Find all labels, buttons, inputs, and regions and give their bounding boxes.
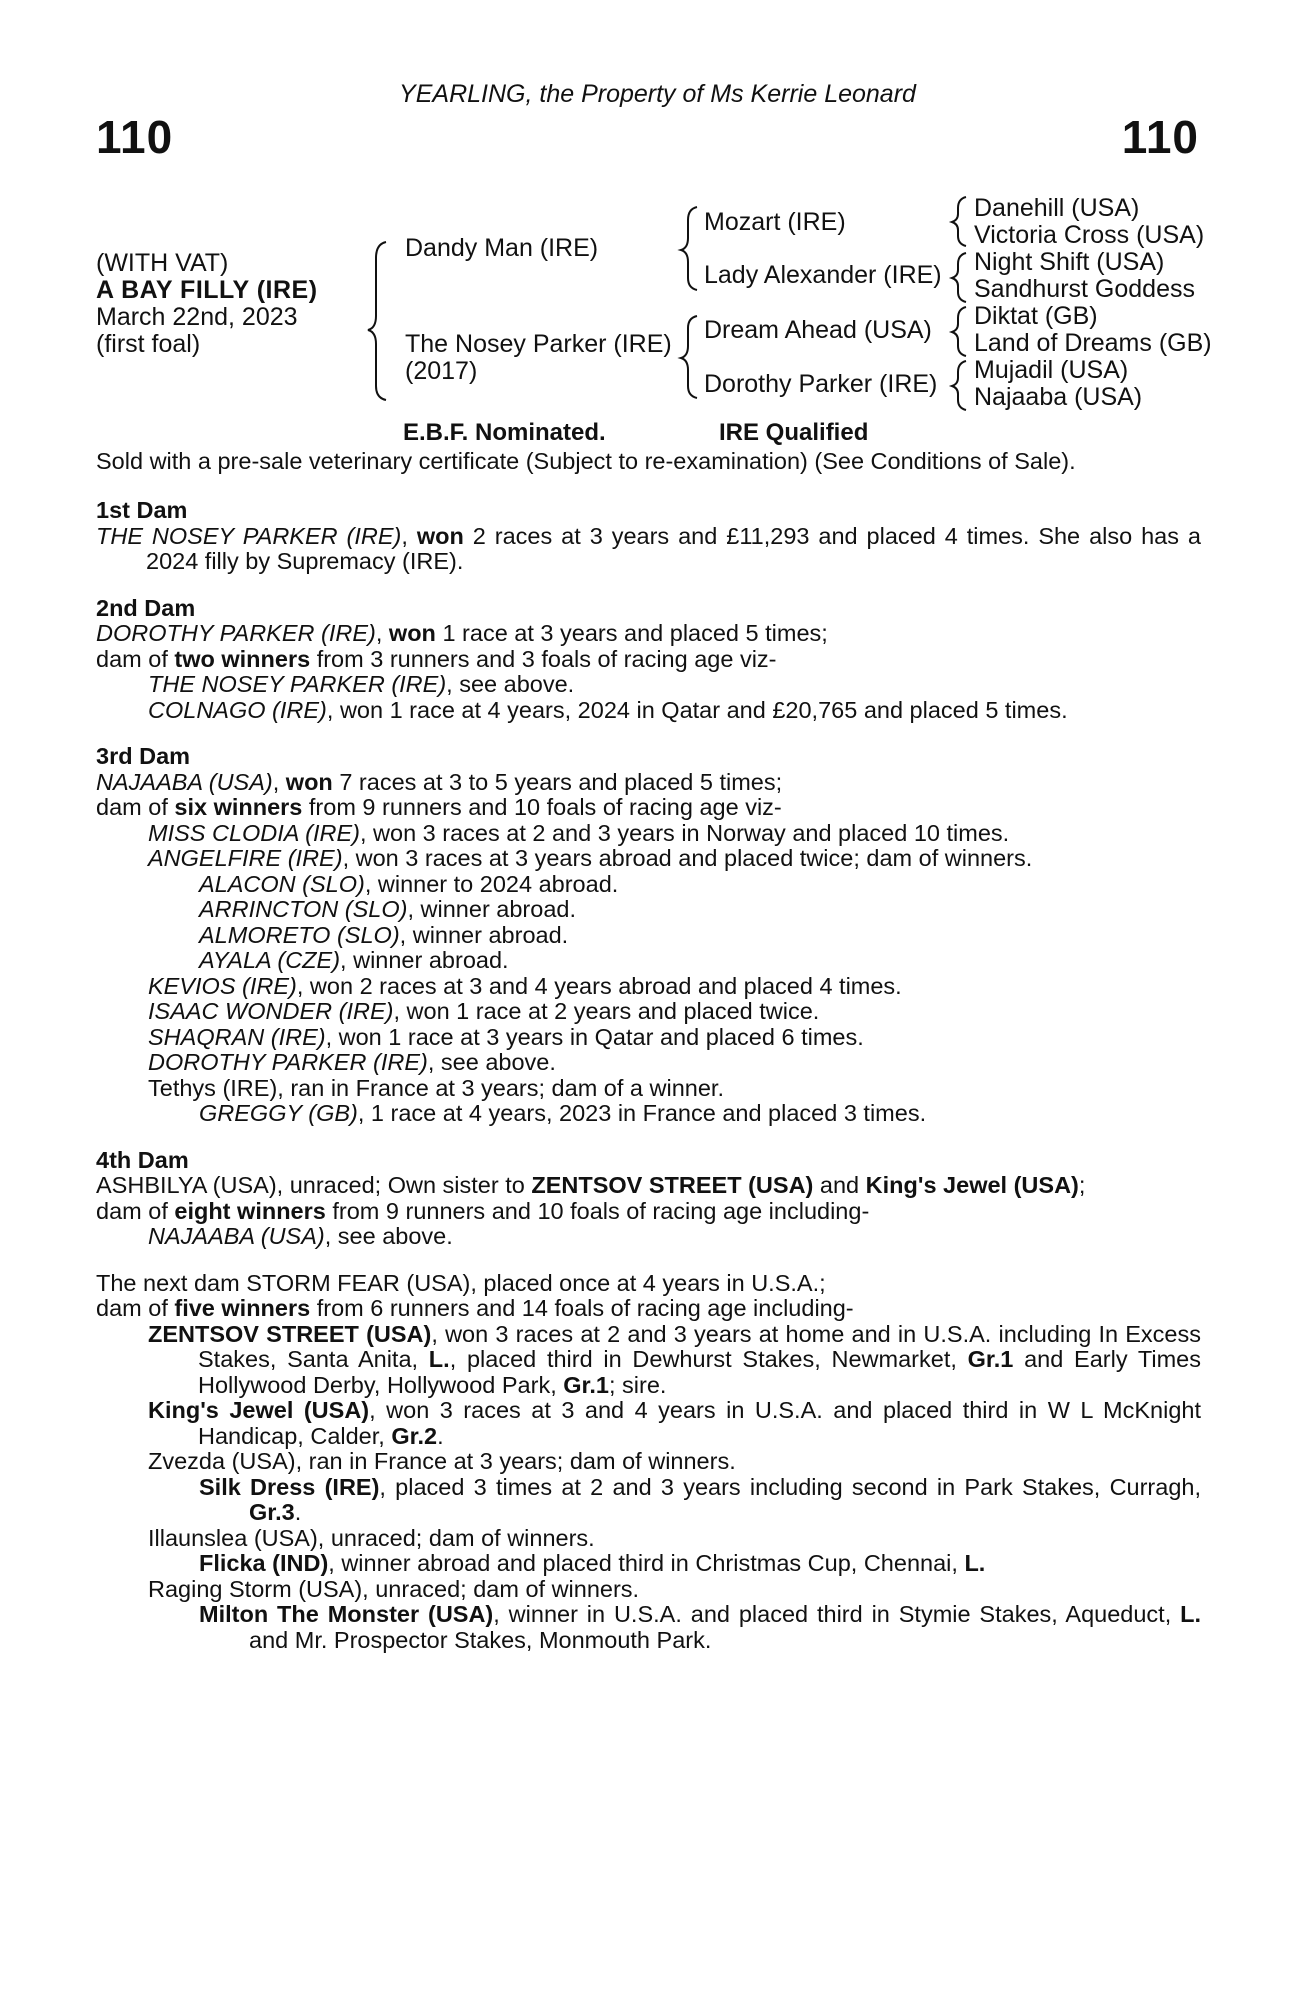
produce-name: COLNAGO (IRE) <box>148 696 327 723</box>
pedigree-g3-1: Danehill (USA) <box>974 194 1140 222</box>
list-item <box>96 1551 1201 1577</box>
pedigree-g3-3: Night Shift (USA) <box>974 248 1165 276</box>
produce-record: , won 1 race at 3 years in Qatar and placed 6 times. <box>325 1023 864 1050</box>
catalogue-body <box>96 498 1201 1653</box>
sibling-name: ZENTSOV STREET (USA) <box>531 1172 814 1198</box>
produce-record: ; sire. <box>609 1371 667 1398</box>
produce-name: DOROTHY PARKER (IRE) <box>148 1049 428 1075</box>
third-dam-text: 7 races at 3 to 5 years and placed 5 times; <box>332 768 783 795</box>
second-dam-name: DOROTHY PARKER (IRE) <box>96 620 376 646</box>
race-grade: L. <box>428 1346 450 1372</box>
fourth-dam-record <box>96 1173 1201 1199</box>
pedigree-dam: The Nosey Parker (IRE) <box>405 330 672 358</box>
first-dam-title: 1st Dam <box>96 497 188 523</box>
produce-record: , winner abroad. <box>340 947 509 973</box>
produce-prefix: dam of <box>96 794 175 820</box>
pedigree-sire-dam: Lady Alexander (IRE) <box>704 261 942 289</box>
produce-record: , placed third in Dewhurst Stakes, Newmarket, <box>449 1346 968 1372</box>
produce-record: , see above. <box>446 671 575 697</box>
produce-name: GREGGY (GB) <box>199 1100 358 1126</box>
produce-winners: five winners <box>174 1295 311 1321</box>
second-dam-title: 2nd Dam <box>96 594 196 621</box>
produce-name: Silk Dress (IRE) <box>199 1473 380 1500</box>
produce-record: , winner abroad. <box>399 921 569 948</box>
produce-record: , winner to 2024 abroad. <box>364 870 619 897</box>
produce-record: , winner abroad and placed third in Christmas Cup, Chennai, <box>328 1550 965 1576</box>
sibling-name: King's Jewel (USA) <box>865 1172 1079 1198</box>
pedigree-sire: Dandy Man (IRE) <box>405 234 599 262</box>
race-grade: Gr.1 <box>563 1371 609 1398</box>
vat-note: (WITH VAT) <box>96 249 229 277</box>
produce-name: SHAQRAN (IRE) <box>148 1023 326 1050</box>
pedigree-sire-sire: Mozart (IRE) <box>704 208 846 236</box>
produce-record: , won 3 races at 3 and 4 years in U.S.A. and placed third in W L McKnight Handicap, Calder, <box>198 1397 1202 1449</box>
pedigree-g3-2: Victoria Cross (USA) <box>974 221 1205 249</box>
list-item <box>96 948 1201 974</box>
fourth-dam-produce <box>96 1199 1201 1225</box>
third-dam-produce <box>96 795 1201 821</box>
punctuation: ; <box>1078 1172 1086 1198</box>
first-dam-name: THE NOSEY PARKER (IRE) <box>96 522 402 549</box>
produce-record: . <box>294 1499 302 1525</box>
second-dam-produce <box>96 647 1201 673</box>
pedigree-dam-year: (2017) <box>405 357 478 385</box>
horse-note: (first foal) <box>96 330 201 358</box>
lot-number-right: 110 <box>1121 111 1199 163</box>
pedigree-g3-8: Najaaba (USA) <box>974 383 1143 411</box>
produce-name: ZENTSOV STREET (USA) <box>148 1320 432 1347</box>
produce-record: , won 1 race at 2 years and placed twice. <box>393 998 820 1024</box>
horse-name: A BAY FILLY (IRE) <box>96 276 318 304</box>
third-dam-record: NAJAABA (USA), won 7 races at 3 to 5 years and placed 5 times; <box>96 768 783 795</box>
fourth-dam-title: 4th Dam <box>96 1146 189 1173</box>
list-item <box>96 821 1201 847</box>
produce-name: ANGELFIRE (IRE) <box>148 845 343 871</box>
list-item <box>96 698 1201 724</box>
produce-record: , won 1 race at 4 years, 2024 in Qatar and £20,765 and placed 5 times. <box>326 696 1068 723</box>
pedigree-dam-dam: Dorothy Parker (IRE) <box>704 370 938 398</box>
third-dam-won: won <box>285 768 333 795</box>
produce-name: KEVIOS (IRE) <box>148 972 297 999</box>
list-item: Zvezda (USA), ran in France at 3 years; dam of winners. <box>148 1448 736 1474</box>
produce-record: and Early Times Hollywood Derby, Hollywood Park, <box>198 1346 1201 1398</box>
ebf-nominated: E.B.F. Nominated. <box>403 419 606 446</box>
race-grade: Gr.2 <box>391 1422 438 1449</box>
produce-record: , see above. <box>324 1223 453 1249</box>
list-item: Tethys (IRE), ran in France at 3 years; dam of a winner. <box>148 1074 724 1101</box>
second-dam-record: DOROTHY PARKER (IRE), won 1 race at 3 years and placed 5 times; <box>96 620 828 646</box>
second-dam-won: won <box>388 620 436 646</box>
list-item <box>96 1050 1201 1076</box>
list-item <box>96 672 1201 698</box>
horse-dob: March 22nd, 2023 <box>96 303 298 331</box>
list-item <box>96 897 1201 923</box>
produce-record: , won 3 races at 2 and 3 years at home and in U.S.A. including In Excess Stakes, Santa Anita, <box>198 1320 1201 1372</box>
race-grade: L. <box>964 1550 986 1576</box>
fourth-dam-intro: ASHBILYA (USA), unraced; Own sister to <box>96 1172 532 1198</box>
list-item <box>96 1224 1201 1250</box>
produce-name: Flicka (IND) <box>199 1550 329 1576</box>
pedigree-dam-sire: Dream Ahead (USA) <box>704 316 932 344</box>
list-item <box>96 923 1201 949</box>
vet-certificate-note: Sold with a pre-sale veterinary certificate (Subject to re-examination) (See Conditions of Sale). <box>96 448 1076 474</box>
produce-prefix: dam of <box>96 1197 175 1224</box>
pedigree-g3-4: Sandhurst Goddess <box>974 275 1195 303</box>
list-item <box>96 974 1201 1000</box>
produce-name: NAJAABA (USA) <box>148 1223 325 1249</box>
lot-number-left: 110 <box>96 111 174 163</box>
next-dam-produce <box>96 1296 1201 1322</box>
race-grade: Gr.1 <box>967 1346 1014 1372</box>
produce-record: and Mr. Prospector Stakes, Monmouth Park. <box>249 1626 712 1653</box>
next-dam-intro: The next dam STORM FEAR (USA), placed once at 4 years in U.S.A.; <box>96 1269 826 1296</box>
race-grade: Gr.3 <box>249 1499 295 1525</box>
produce-suffix: from 6 runners and 14 foals of racing age including- <box>310 1295 854 1321</box>
produce-record: , placed 3 times at 2 and 3 years including second in Park Stakes, Curragh, <box>379 1473 1201 1500</box>
pedigree-g3-6: Land of Dreams (GB) <box>974 329 1212 357</box>
produce-name: AYALA (CZE) <box>199 947 341 973</box>
produce-name: ALACON (SLO) <box>199 870 365 897</box>
page-heading: YEARLING, the Property of Ms Kerrie Leonard <box>399 80 916 108</box>
pedigree-g3-5: Diktat (GB) <box>974 302 1098 330</box>
produce-name: ALMORETO (SLO) <box>199 921 400 948</box>
first-dam-won: won <box>416 522 464 549</box>
list-item <box>96 1602 1201 1653</box>
first-dam-record: THE NOSEY PARKER (IRE), won 2 races at 3 years and £11,293 and placed 4 times. She also has a 2024 filly by Supremacy (IRE). <box>96 522 1201 574</box>
produce-prefix: dam of <box>96 1295 175 1321</box>
pedigree-g3-7: Mujadil (USA) <box>974 356 1129 384</box>
list-item <box>96 872 1201 898</box>
produce-name: King's Jewel (USA) <box>148 1397 370 1423</box>
produce-record: , see above. <box>427 1049 556 1075</box>
list-item <box>96 1101 1201 1127</box>
list-item: Illaunslea (USA), unraced; dam of winners. <box>148 1524 595 1551</box>
produce-record: , winner in U.S.A. and placed third in Stymie Stakes, Aqueduct, <box>493 1601 1181 1627</box>
second-dam-text: 1 race at 3 years and placed 5 times; <box>435 620 828 646</box>
list-item: Raging Storm (USA), unraced; dam of winners. <box>148 1575 640 1602</box>
produce-name: Milton The Monster (USA) <box>199 1601 494 1627</box>
produce-suffix: from 9 runners and 10 foals of racing age viz- <box>302 794 782 820</box>
list-item <box>96 846 1201 872</box>
conjunction: and <box>813 1172 866 1198</box>
produce-record: , won 2 races at 3 and 4 years abroad and placed 4 times. <box>296 972 902 999</box>
list-item <box>96 1322 1201 1399</box>
first-dam-text: 2 races at 3 years and £11,293 and placed 4 times. She also has a 2024 filly by Supremacy (IRE). <box>146 522 1201 574</box>
produce-name: MISS CLODIA (IRE) <box>148 819 360 846</box>
produce-record: , 1 race at 4 years, 2023 in France and placed 3 times. <box>357 1100 927 1126</box>
list-item <box>96 1475 1201 1526</box>
list-item <box>96 1025 1201 1051</box>
produce-winners: six winners <box>174 794 303 820</box>
ire-qualified: IRE Qualified <box>719 419 869 446</box>
produce-suffix: from 9 runners and 10 foals of racing age including- <box>325 1197 870 1224</box>
list-item <box>96 1398 1201 1449</box>
produce-suffix: from 3 runners and 3 foals of racing age viz- <box>310 645 777 672</box>
list-item <box>96 999 1201 1025</box>
produce-name: ARRINCTON (SLO) <box>199 896 408 922</box>
produce-record: , won 3 races at 2 and 3 years in Norway and placed 10 times. <box>359 819 1010 846</box>
produce-winners: eight winners <box>174 1197 326 1224</box>
third-dam-title: 3rd Dam <box>96 743 191 769</box>
produce-name: ISAAC WONDER (IRE) <box>148 998 394 1024</box>
produce-record: , won 3 races at 3 years abroad and placed twice; dam of winners. <box>342 845 1033 871</box>
produce-prefix: dam of <box>96 645 175 672</box>
produce-winners: two winners <box>174 645 311 672</box>
produce-record: , winner abroad. <box>407 896 577 922</box>
race-grade: L. <box>1180 1601 1201 1627</box>
produce-record: . <box>437 1422 444 1449</box>
third-dam-name: NAJAABA (USA) <box>96 768 273 795</box>
produce-name: THE NOSEY PARKER (IRE) <box>148 671 447 697</box>
